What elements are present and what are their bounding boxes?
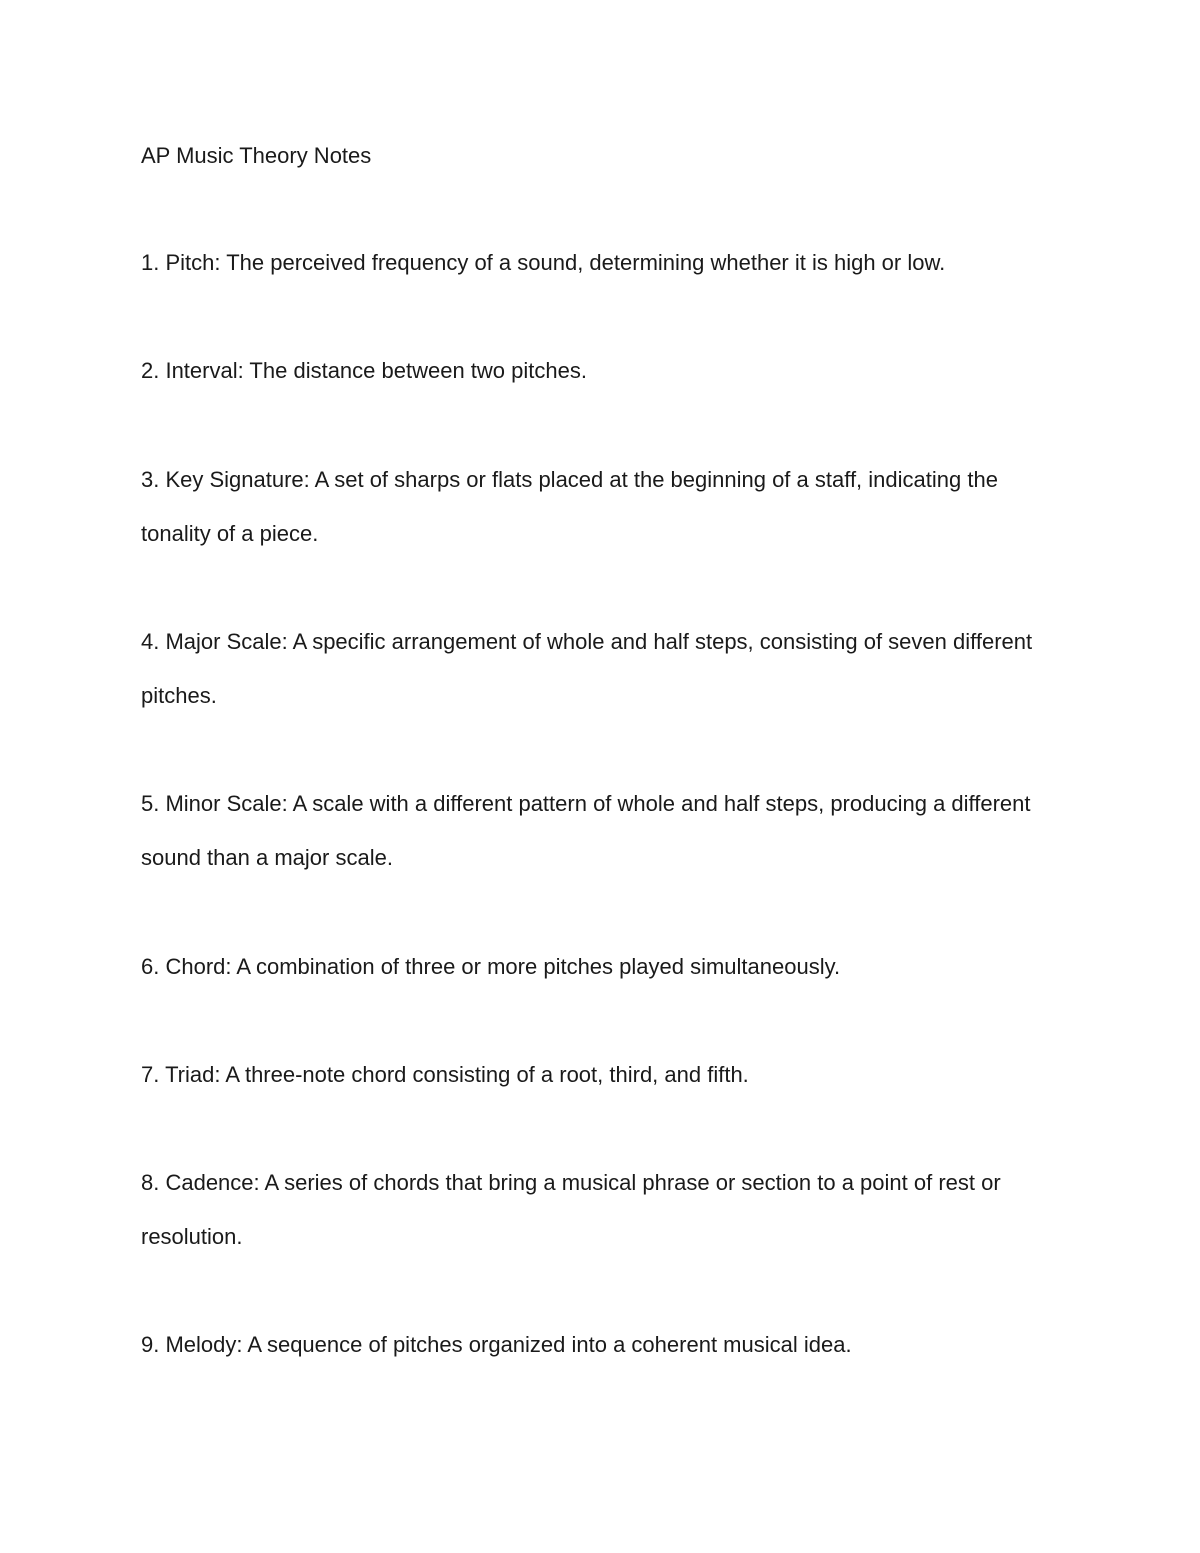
- note-chord: 6. Chord: A combination of three or more pitches played simultaneously.: [141, 954, 841, 979]
- note-minor-scale: 5. Minor Scale: A scale with a different pattern of whole and half steps, producing a different sound than a major scale.: [141, 791, 1031, 870]
- note-major-scale: 4. Major Scale: A specific arrangement of whole and half steps, consisting of seven different pitches.: [141, 629, 1033, 708]
- note-triad: 7. Triad: A three-note chord consisting of a root, third, and fifth.: [141, 1062, 749, 1087]
- note-pitch: 1. Pitch: The perceived frequency of a sound, determining whether it is high or low.: [141, 250, 946, 275]
- note-cadence: 8. Cadence: A series of chords that bring a musical phrase or section to a point of rest or resolution.: [141, 1170, 1001, 1249]
- note-melody: 9. Melody: A sequence of pitches organized into a coherent musical idea.: [141, 1332, 852, 1357]
- note-key-signature: 3. Key Signature: A set of sharps or flats placed at the beginning of a staff, indicating the tonality of a piece.: [141, 467, 998, 546]
- document-title: AP Music Theory Notes: [141, 143, 372, 168]
- note-interval: 2. Interval: The distance between two pitches.: [141, 358, 587, 383]
